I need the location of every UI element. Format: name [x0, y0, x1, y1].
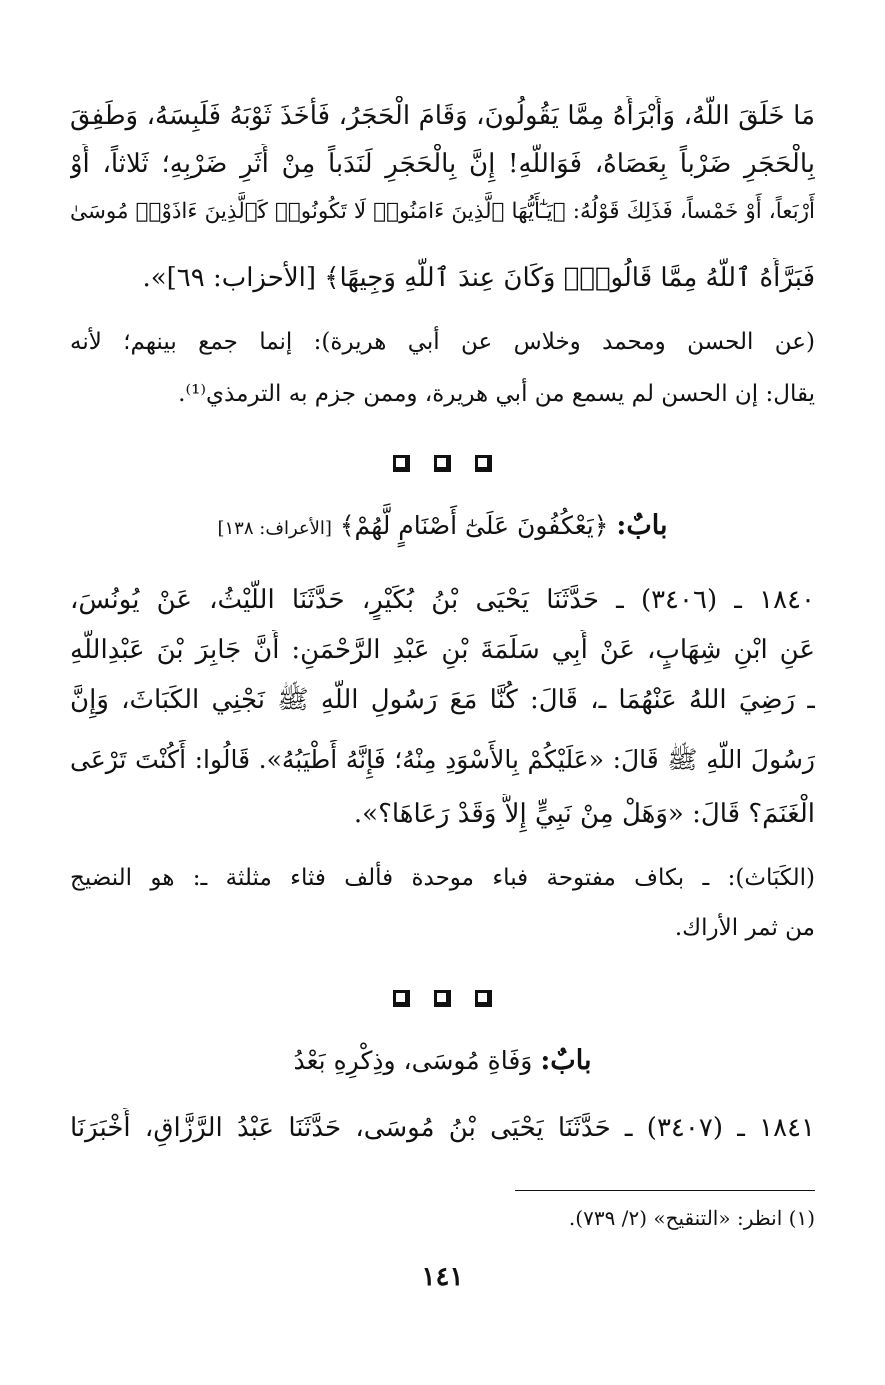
page-number: ١٤١ [421, 1262, 464, 1292]
footnote: (١) انظر: «التنقيح» (٢/ ٧٣٩). [568, 1206, 815, 1230]
verse-reference: [الأعراف: ١٣٨] [217, 518, 332, 539]
hadith-line: الْغَنَمَ؟ قَالَ: «وَهَلْ مِنْ نَبِيٍّ إِلاَّ وَقَدْ رَعَاهَا؟». [353, 799, 815, 829]
chapter-title: وَفَاةِ مُوسَى، وذِكْرِهِ بَعْدُ [293, 1046, 533, 1075]
hadith-line: ١٨٤٠ ـ (٣٤٠٦) ـ حَدَّثَنَا يَحْيَى بْنُ بُكَيْرٍ، حَدَّثَنَا اللَّيْثُ، عَنْ يُونُسَ، [70, 585, 815, 615]
square-ornament-icon [393, 455, 410, 472]
chapter-heading [0, 1043, 885, 1079]
text-line: فَبَرَّأَهُ ٱللَّهُ مِمَّا قَالُوا۟ۚ وَكَانَ عِندَ ٱللَّهِ وَجِيهًا﴾ [الأحزاب: ٦٩]». [142, 263, 815, 293]
square-ornament-icon [434, 455, 451, 472]
square-ornament-icon [475, 455, 492, 472]
hadith-line: عَنِ ابْنِ شِهَابٍ، عَنْ أَبِي سَلَمَةَ بْنِ عَبْدِ الرَّحْمَنِ: أَنَّ جَابِرَ بْنَ عَبْدِاللَّهِ [70, 635, 815, 665]
commentary-line: يقال: إن الحسن لم يسمع من أبي هريرة، وممن جزم به الترمذي⁽¹⁾. [178, 381, 815, 407]
square-ornament-icon [393, 990, 410, 1007]
section-separator [0, 990, 885, 1011]
chapter-heading [0, 508, 885, 547]
square-ornament-icon [475, 990, 492, 1007]
hadith-line: ـ رَضِيَ اللهُ عَنْهُمَا ـ، قَالَ: كُنَّا مَعَ رَسُولِ اللَّهِ ﷺ نَجْنِي الكَبَاثَ، وَإِنَّ [70, 685, 815, 715]
text-line: بِالْحَجَرِ ضَرْباً بِعَصَاهُ، فَوَاللَّهِ! إِنَّ بِالْحَجَرِ لَنَدَباً مِنْ أَثَرِ ضَرْبِهِ؛ ثَلاثاً، أَوْ [70, 149, 815, 179]
hadith-line: رَسُولَ اللَّهِ ﷺ قَالَ: «عَلَيْكُمْ بِالأَسْوَدِ مِنْهُ؛ فَإِنَّهُ أَطْيَبُهُ». قَالُوا: أَكُنْتَ تَرْعَى [70, 745, 815, 774]
square-ornament-icon [434, 990, 451, 1007]
chapter-verse: ﴿يَعْكُفُونَ عَلَىٰٓ أَصْنَامٍ لَّهُمْ﴾ [339, 511, 609, 540]
chapter-label: بابٌ: [540, 1045, 592, 1076]
chapter-label: بابٌ: [616, 510, 668, 541]
commentary-line: (عن الحسن ومحمد وخلاس عن أبي هريرة): إنما جمع بينهم؛ لأنه [70, 329, 815, 355]
commentary-line: (الكَبَاث): ـ بكاف مفتوحة فباء موحدة فألف فثاء مثلثة ـ: هو النضيج [70, 865, 815, 891]
commentary-line: من ثمر الأراك. [674, 915, 815, 941]
text-line: مَا خَلَقَ اللَّهُ، وَأَبْرَأَهُ مِمَّا يَقُولُونَ، وَقَامَ الْحَجَرُ، فَأَخَذَ ثَوْبَهُ فَلَبِسَهُ، وَطَفِقَ [70, 101, 815, 131]
hadith-line: ١٨٤١ ـ (٣٤٠٧) ـ حَدَّثَنَا يَحْيَى بْنُ مُوسَى، حَدَّثَنَا عَبْدُ الرَّزَّاقِ، أَخْبَرَنَا [70, 1113, 815, 1143]
text-line: أَرْبَعاً، أَوْ خَمْساً، فَذَلِكَ قَوْلُهُ: ﴿يَـٰٓأَيُّهَا ٱلَّذِينَ ءَامَنُوا۟ لَا تَكُونُوا۟ كَٱلَّذِينَ ءَاذَوْا۟ مُوسَىٰ [70, 199, 815, 224]
section-separator [0, 455, 885, 476]
footnote-rule [515, 1190, 815, 1191]
